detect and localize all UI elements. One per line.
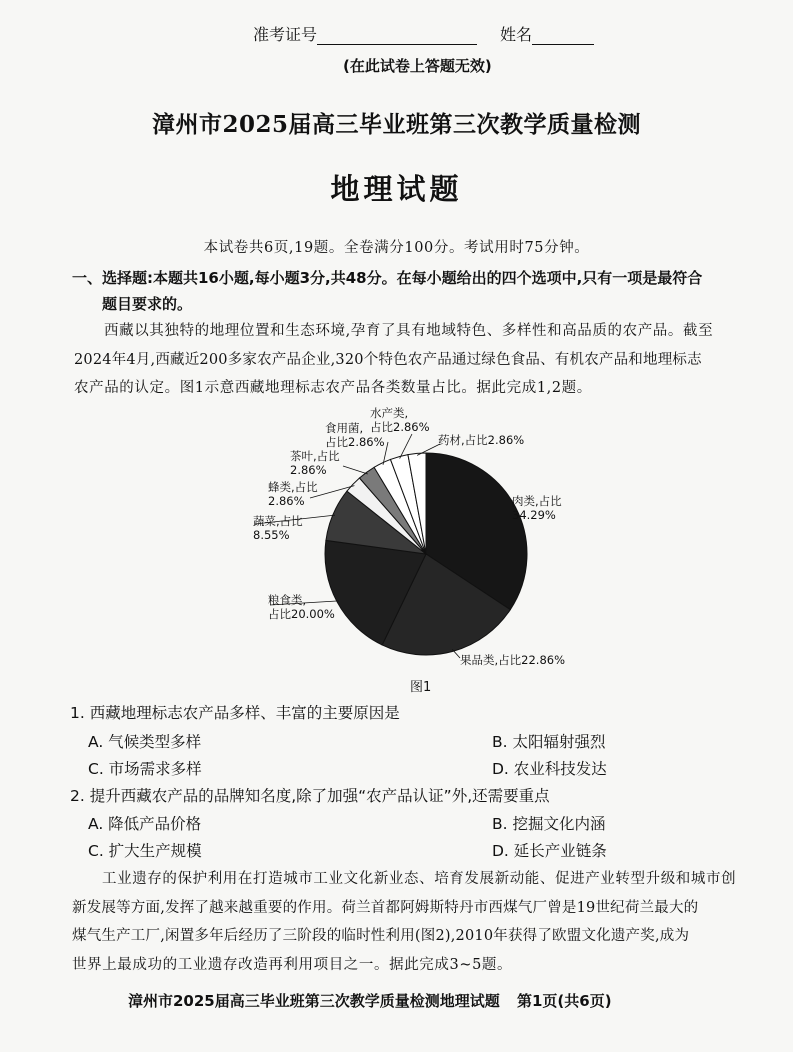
passage-2-line1: 工业遗存的保护利用在打造城市工业文化新业态、培育发展新动能、促进产业转型升级和城市创 bbox=[102, 871, 737, 887]
pie-label-bee: 蜂类,占比 2.86% bbox=[268, 480, 318, 508]
section-heading bbox=[72, 265, 772, 317]
section-heading-line1: 一、选择题:本题共16小题,每小题3分,共48分。在每小题给出的四个选项中,只有一项是最符合 bbox=[72, 269, 703, 287]
figure-caption: 图1 bbox=[410, 680, 432, 695]
pie-label-mushroom: 食用菌, 占比2.86% bbox=[325, 421, 385, 449]
pie-label-vegetable: 蔬菜,占比 8.55% bbox=[253, 514, 303, 542]
passage-1-line3: 农产品的认定。图1示意西藏地理标志农产品各类数量占比。据此完成1,2题。 bbox=[74, 380, 592, 396]
q1-option-d[interactable]: D. 农业科技发达 bbox=[492, 760, 607, 778]
footer-page: 第1页(共6页) bbox=[517, 992, 612, 1010]
exam-id-blank bbox=[317, 30, 477, 45]
passage-1-line2: 2024年4月,西藏近200多家农产品企业,320个特色农产品通过绿色食品、有机农产品和地理标志 bbox=[74, 351, 702, 368]
passage-2-line2: 新发展等方面,发挥了越来越重要的作用。荷兰首都阿姆斯特丹市西煤气厂曾是19世纪荷兰最大的 bbox=[72, 899, 699, 916]
pie-leader-5 bbox=[343, 466, 368, 474]
passage-1 bbox=[74, 317, 774, 403]
footer-exam-title: 漳州市2025届高三毕业班第三次教学质量检测地理试题 bbox=[128, 992, 500, 1010]
question-2-stem: 2. 提升西藏农产品的品牌知名度,除了加强“农产品认证”外,还需要重点 bbox=[70, 787, 550, 805]
q2-option-d[interactable]: D. 延长产业链条 bbox=[492, 842, 607, 860]
q1-option-c[interactable]: C. 市场需求多样 bbox=[88, 760, 202, 778]
pie-label-aquatic: 水产类, 占比2.86% bbox=[370, 406, 430, 434]
footer-exam bbox=[128, 990, 612, 1011]
q1-option-b[interactable]: B. 太阳辐射强烈 bbox=[492, 733, 606, 751]
q2-option-b[interactable]: B. 挖掘文化内涵 bbox=[492, 815, 606, 833]
subject-title: 地理试题 bbox=[330, 172, 463, 206]
exam-intro: 本试卷共6页,19题。全卷满分100分。考试用时75分钟。 bbox=[203, 240, 590, 256]
q1-option-a[interactable]: A. 气候类型多样 bbox=[88, 733, 202, 751]
question-1-stem: 1. 西藏地理标志农产品多样、丰富的主要原因是 bbox=[70, 704, 400, 722]
pie-label-medicine: 药材,占比2.86% bbox=[438, 433, 525, 447]
pie-label-tea: 茶叶,占比 2.86% bbox=[290, 449, 340, 477]
q2-option-a[interactable]: A. 降低产品价格 bbox=[88, 815, 202, 833]
q2-option-c[interactable]: C. 扩大生产规模 bbox=[88, 842, 202, 860]
exam-title: 漳州市2025届高三毕业班第三次教学质量检测 bbox=[151, 111, 641, 138]
exam-id-label: 准考证号 bbox=[253, 25, 318, 44]
pie-label-fruit: 果品类,占比22.86% bbox=[460, 653, 566, 667]
exam-id-field bbox=[253, 22, 477, 45]
passage-2-line4: 世界上最成功的工业遗存改造再利用项目之一。据此完成3~5题。 bbox=[72, 956, 513, 973]
answer-notice: (在此试卷上答题无效) bbox=[343, 57, 492, 75]
name-label: 姓名 bbox=[500, 25, 533, 44]
section-heading-line2: 题目要求的。 bbox=[102, 295, 193, 313]
pie-label-grain: 粮食类, 占比20.00% bbox=[268, 593, 335, 621]
passage-2 bbox=[72, 865, 782, 979]
name-field bbox=[500, 22, 594, 45]
pie-label-meat: 肉类,占比 34.29% bbox=[512, 494, 562, 522]
passage-1-line1: 西藏以其独特的地理位置和生态环境,孕育了具有地域特色、多样性和高品质的农产品。截至 bbox=[104, 323, 714, 339]
name-blank bbox=[532, 30, 594, 45]
passage-2-line3: 煤气生产工厂,闲置多年后经历了三阶段的临时性利用(图2),2010年获得了欧盟文化遗产奖,成为 bbox=[72, 928, 690, 944]
